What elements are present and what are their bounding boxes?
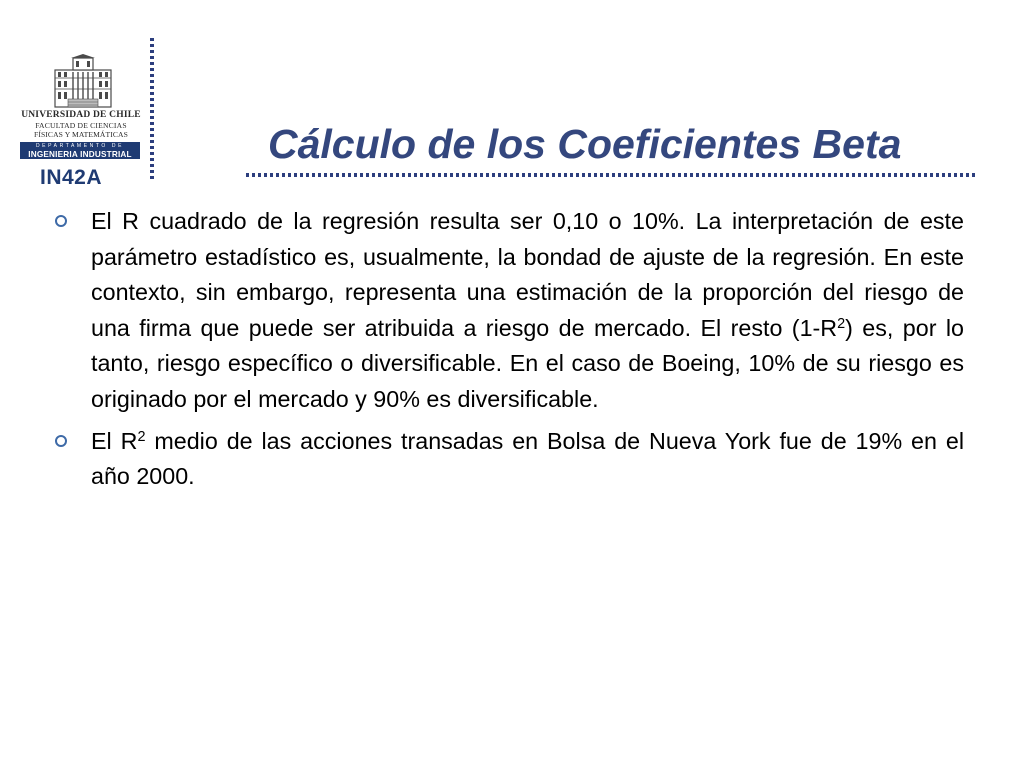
slide-body [48,204,964,501]
logo-department-label: DEPARTAMENTO DE [35,143,125,149]
logo-faculty-line1: FACULTAD DE CIENCIAS [35,121,127,130]
logo-department-name: INGENIERIA INDUSTRIAL [28,149,132,159]
vertical-dotted-divider [150,38,154,180]
bullet-text [91,424,964,495]
bullet-circle-icon [55,435,67,447]
bullet-item [48,204,964,418]
logo-faculty-line2: FÍSICAS Y MATEMÁTICAS [34,130,128,139]
bullet-text [91,204,964,418]
bullet-text-part: El R [91,427,138,454]
bullet-text-part: medio de las acciones transadas en Bolsa de Nueva York fue de 19% en el año 2000. [91,427,964,490]
logo-university-name: UNIVERSIDAD DE CHILE [21,110,141,120]
bullet-item [48,424,964,495]
university-building-icon [54,54,112,108]
title-dotted-underline [246,173,976,177]
course-code: IN42A [40,166,103,189]
slide-title: Cálculo de los Coeficientes Beta [268,121,902,167]
superscript: 2 [137,428,146,445]
bullet-text-part: ) es, por lo tanto, riesgo específico o diversificable. En el caso de Boeing, 10% de su riesgo es originado por el mercado y 90% es diversificable. [91,314,964,412]
bullet-circle-icon [55,215,67,227]
superscript: 2 [837,315,846,332]
bullet-text-part: El R cuadrado de la regresión resulta ser 0,10 o 10%. La interpretación de este parámetro estadístico es, usualmente, la bondad de ajuste de la regresión. En este contexto, sin embargo, representa una estimación de la proporción del riesgo de una firma que puede ser atribuida a riesgo de mercado. El resto (1-R [91,208,964,341]
